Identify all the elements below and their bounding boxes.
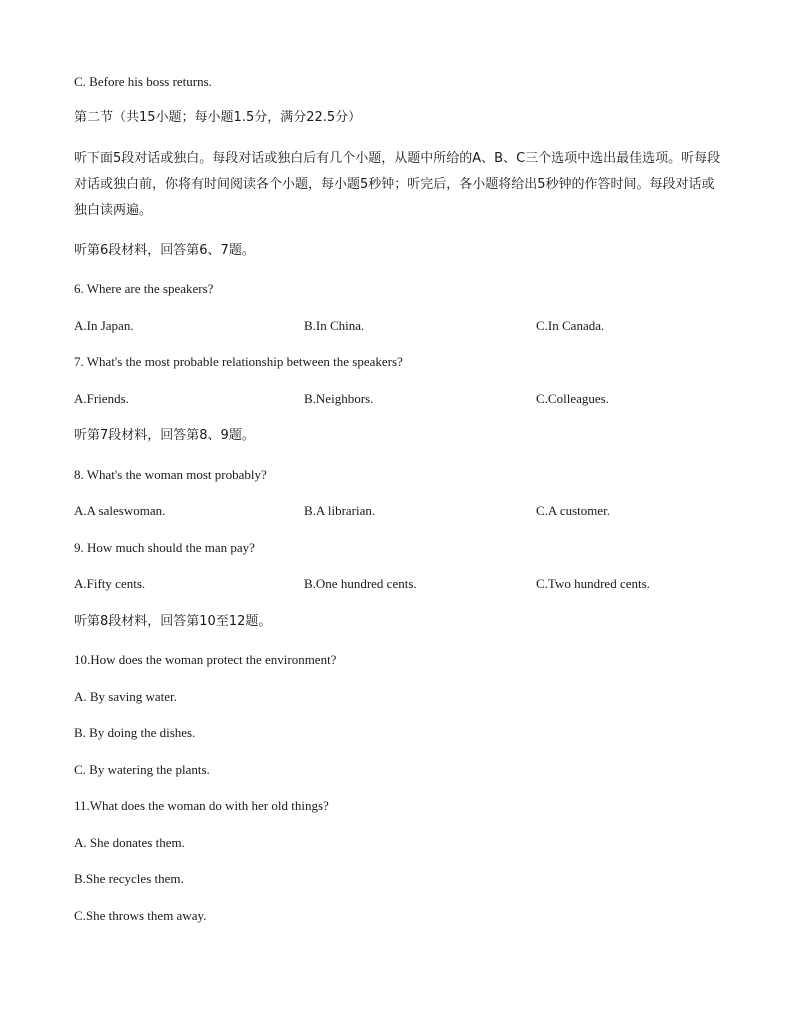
question-7-option-a: A.Friends. [74,391,129,406]
material-6-heading: 听第6段材料，回答第6、7题。 [74,243,255,258]
material-7-heading: 听第7段材料，回答第8、9题。 [74,428,255,443]
question-9-option-c: C.Two hundred cents. [536,576,650,591]
material-8-heading: 听第8段材料，回答第10至12题。 [74,614,272,629]
question-8-option-a: A.A saleswoman. [74,503,166,518]
question-6-option-c: C.In Canada. [536,318,605,333]
question-8: 8. What's the woman most probably? [74,467,267,482]
question-7: 7. What's the most probable relationship between the speakers? [74,354,403,369]
question-6: 6. Where are the speakers? [74,281,214,296]
question-11-option-c: C.She throws them away. [74,908,207,923]
question-10-option-a: A. By saving water. [74,689,177,704]
section-heading: 第二节（共15小题；每小题1.5分，满分22.5分） [74,110,362,125]
question-9-option-a: A.Fifty cents. [74,576,146,591]
option-line-5c: C. Before his boss returns. [74,74,212,89]
question-8-option-b: B.A librarian. [304,503,376,518]
question-9: 9. How much should the man pay? [74,540,255,555]
question-11: 11.What does the woman do with her old things? [74,798,329,813]
question-7-option-b: B.Neighbors. [304,391,374,406]
question-9-option-b: B.One hundred cents. [304,576,417,591]
question-10-option-b: B. By doing the dishes. [74,725,196,740]
question-8-option-c: C.A customer. [536,503,611,518]
question-6-option-b: B.In China. [304,318,365,333]
question-6-option-a: A.In Japan. [74,318,134,333]
instructions-paragraph: 听下面5段对话或独白。每段对话或独白后有几个小题，从题中所给的A、B、C三个选项中选出最佳选项。听每段对话或独白前，你将有时间阅读各个小题，每小题5秒钟；听完后，各小题将给出5秒钟的作答时间。每段对话或独白读两遍。 [74,151,721,218]
question-11-option-b: B.She recycles them. [74,871,184,886]
question-11-option-a: A. She donates them. [74,835,185,850]
question-10: 10.How does the woman protect the environment? [74,652,337,667]
question-7-option-c: C.Colleagues. [536,391,609,406]
question-10-option-c: C. By watering the plants. [74,762,210,777]
